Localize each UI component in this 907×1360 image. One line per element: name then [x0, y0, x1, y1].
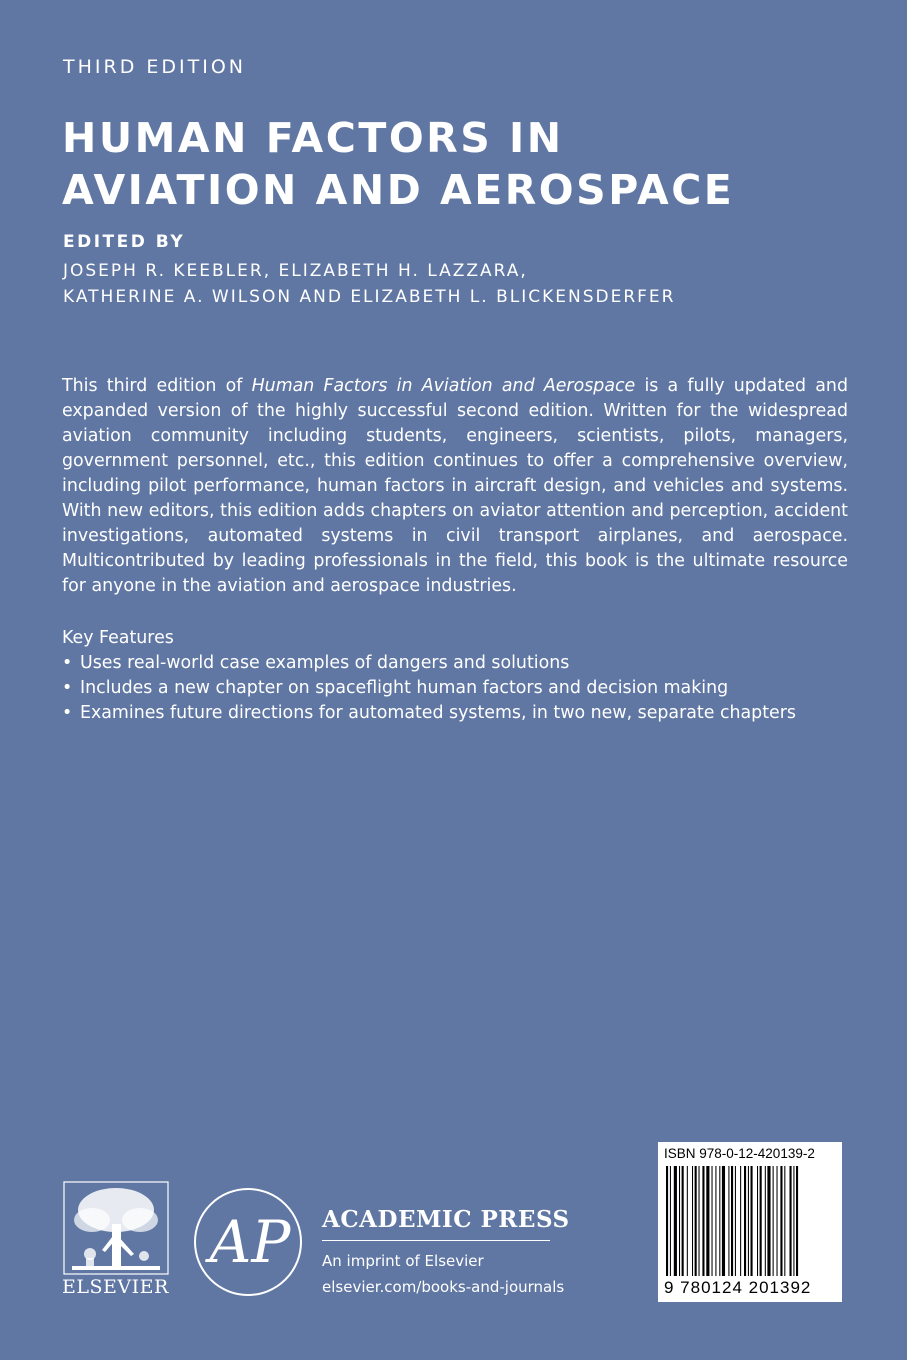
barcode-bar	[702, 1166, 704, 1276]
barcode-bar	[744, 1166, 746, 1276]
barcode-bar	[692, 1166, 693, 1276]
bullet-glyph: •	[62, 678, 73, 698]
barcode-bar	[790, 1166, 792, 1276]
title-line: HUMAN FACTORS IN	[62, 114, 564, 162]
isbn-label: ISBN 978-0-12-420139-2	[664, 1146, 815, 1161]
key-feature-text: Includes a new chapter on spaceflight human factors and decision making	[80, 678, 729, 698]
title-line: AVIATION AND AEROSPACE	[62, 166, 735, 214]
key-feature-item	[62, 701, 862, 726]
editor-line: KATHERINE A. WILSON AND ELIZABETH L. BLICKENSDERFER	[63, 287, 676, 307]
barcode-bars-icon	[666, 1166, 836, 1276]
barcode-bar	[773, 1166, 774, 1276]
barcode-bar	[735, 1166, 736, 1276]
description-intro: This third edition of	[62, 376, 252, 396]
press-divider	[322, 1240, 550, 1241]
key-feature-text: Examines future directions for automated systems, in two new, separate chapters	[80, 703, 796, 723]
barcode-bar	[712, 1166, 713, 1276]
key-feature-text: Uses real-world case examples of dangers and solutions	[80, 653, 570, 673]
barcode-box	[658, 1142, 842, 1302]
barcode-bar	[748, 1166, 749, 1276]
ap-monogram: AP	[209, 1208, 291, 1276]
bullet-glyph: •	[62, 653, 73, 673]
book-title	[62, 112, 734, 216]
barcode-bar	[722, 1166, 725, 1276]
key-features-list	[62, 651, 862, 726]
key-features-heading: Key Features	[62, 628, 174, 648]
key-features	[62, 626, 862, 726]
elsevier-wordmark: ELSEVIER	[62, 1276, 169, 1298]
description-body: is a fully updated and expanded version of the highly successful second edition. Written for the widespread aviation community including students, engineers, scientists, pilots, managers, government personnel, etc., this edition continues to offer a comprehensive overview, including pilot performance, human factors in aircraft design, and vehicles and systems. With new editors, this edition adds chapters on aviator attention and perception, accident investigations, automated systems in civil transport airplanes, and aerospace. Multicontributed by leading professionals in the field, this book is the ultimate resource for anyone in the aviation and aerospace industries.	[62, 376, 848, 596]
barcode-bar	[740, 1166, 741, 1276]
academic-press-name: ACADEMIC PRESS	[322, 1206, 570, 1233]
barcode-bar	[777, 1166, 778, 1276]
edited-by-label: EDITED BY	[63, 232, 186, 252]
key-feature-item	[62, 651, 862, 676]
editor-line: JOSEPH R. KEEBLER, ELIZABETH H. LAZZARA,	[63, 261, 528, 281]
barcode-bar	[706, 1166, 709, 1276]
barcode-bar	[687, 1166, 688, 1276]
barcode-bar	[695, 1166, 697, 1276]
barcode-bar	[767, 1166, 770, 1276]
barcode-bar	[666, 1166, 668, 1276]
barcode-bar	[765, 1166, 766, 1276]
barcode-bar	[760, 1166, 762, 1276]
barcode-bar	[757, 1166, 758, 1276]
publisher-website: elsevier.com/books-and-journals	[322, 1278, 565, 1296]
barcode-bar	[796, 1166, 798, 1276]
imprint-text: An imprint of Elsevier	[322, 1252, 484, 1270]
barcode-bar	[793, 1166, 794, 1276]
barcode-bar	[728, 1166, 729, 1276]
barcode-bar	[751, 1166, 753, 1276]
book-description	[62, 374, 848, 599]
editors	[63, 258, 675, 310]
key-feature-item	[62, 676, 862, 701]
edition-label: THIRD EDITION	[63, 56, 246, 78]
barcode-bar	[784, 1166, 785, 1276]
academic-press-ap-logo	[192, 1186, 304, 1298]
barcode-bar	[731, 1166, 733, 1276]
barcode-bar	[780, 1166, 782, 1276]
barcode-bar	[674, 1166, 677, 1276]
barcode-bar	[699, 1166, 700, 1276]
barcode-bar	[670, 1166, 671, 1276]
barcode-bar	[719, 1166, 720, 1276]
isbn-digits: 9 780124 201392	[664, 1278, 812, 1297]
barcode-bar	[682, 1166, 684, 1276]
description-book-title: Human Factors in Aviation and Aerospace	[251, 376, 636, 396]
barcode-bar	[715, 1166, 716, 1276]
bullet-glyph: •	[62, 703, 73, 723]
barcode-bar	[679, 1166, 680, 1276]
